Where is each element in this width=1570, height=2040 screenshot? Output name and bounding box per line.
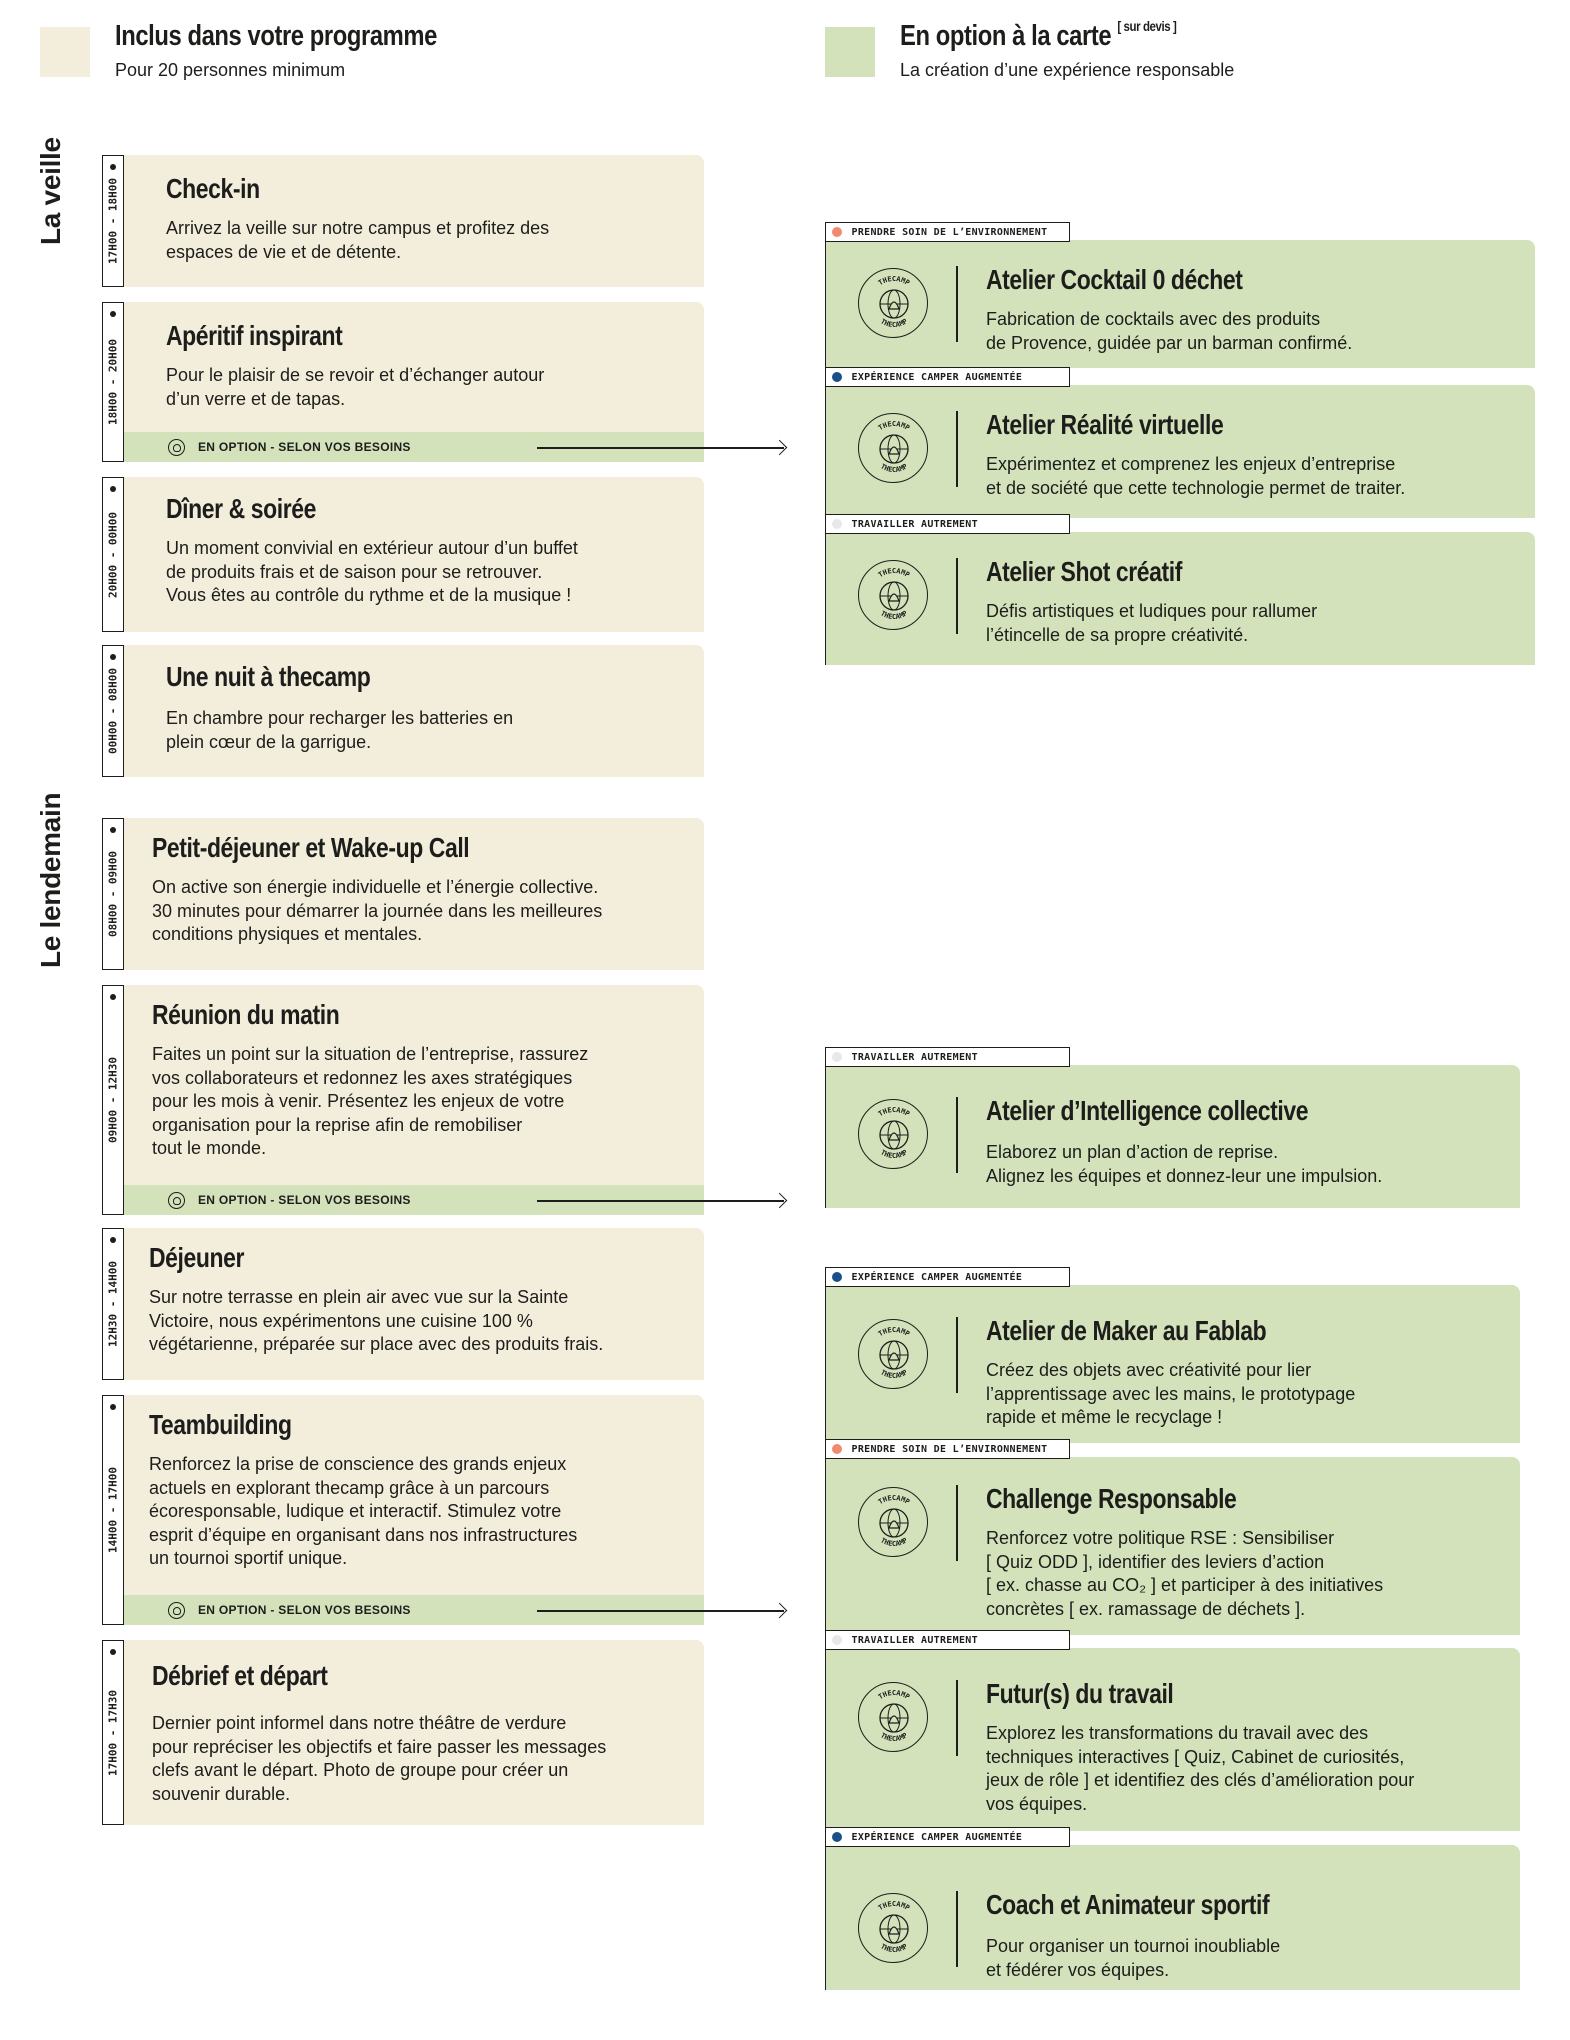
program-card-title: Réunion du matin xyxy=(152,999,340,1030)
option-card xyxy=(825,1831,1520,1990)
option-description: Explorez les transformations du travail avec des techniques interactives [ Quiz, Cabinet de curiosités, jeux de rôle ] et identifiez des clés d’amélioration pour vos équipes. xyxy=(986,1723,1415,1814)
svg-text:THECAMP: THECAMP xyxy=(879,1148,909,1160)
option-divider xyxy=(956,1317,958,1393)
svg-text:THECAMP: THECAMP xyxy=(877,1106,911,1119)
option-divider xyxy=(956,1680,958,1756)
time-dot xyxy=(110,1404,116,1410)
option-card xyxy=(825,371,1535,518)
option-category: EXPÉRIENCE CAMPER AUGMENTÉE xyxy=(851,1831,1023,1843)
option-title: Futur(s) du travail xyxy=(986,1678,1174,1709)
included-legend-title: Inclus dans votre programme xyxy=(115,20,437,52)
thecamp-seal-graphic xyxy=(859,1683,929,1753)
category-dot-icon xyxy=(832,372,842,382)
option-category-badge xyxy=(825,1047,1070,1067)
svg-text:THECAMP: THECAMP xyxy=(877,1494,911,1507)
time-dot xyxy=(110,164,116,170)
svg-text:THECAMP: THECAMP xyxy=(879,317,909,329)
option-card xyxy=(825,1634,1520,1831)
option-category-badge xyxy=(825,514,1070,534)
category-dot-icon xyxy=(832,519,842,529)
program-card xyxy=(124,645,704,777)
time-range: 18H00 - 20H00 xyxy=(106,338,120,426)
option-description: Expérimentez et comprenez les enjeux d’entreprise et de société que cette technologie permet de traiter. xyxy=(986,454,1406,498)
option-category: PRENDRE SOIN DE L’ENVIRONNEMENT xyxy=(851,226,1048,238)
category-dot-icon xyxy=(832,1832,842,1842)
option-title: Atelier Cocktail 0 déchet xyxy=(986,264,1243,295)
program-card-title: Une nuit à thecamp xyxy=(166,661,371,692)
thecamp-seal-graphic xyxy=(859,269,929,339)
option-category-badge xyxy=(825,1630,1070,1650)
option-title: Atelier Réalité virtuelle xyxy=(986,409,1224,440)
optional-legend-title-text: En option à la carte xyxy=(900,20,1112,52)
time-strip xyxy=(102,985,124,1215)
time-range: 09H00 - 12H30 xyxy=(106,1056,120,1144)
time-dot xyxy=(110,1649,116,1655)
program-card-description: En chambre pour recharger les batteries en plein cœur de la garrigue. xyxy=(166,708,514,752)
category-dot-icon xyxy=(832,1444,842,1454)
option-card xyxy=(825,1051,1520,1208)
thecamp-seal-icon xyxy=(858,1893,928,1963)
day-label-veille: La veille xyxy=(35,137,66,245)
option-title: Atelier Shot créatif xyxy=(986,556,1182,587)
thecamp-seal-icon xyxy=(858,268,928,338)
time-strip xyxy=(102,818,124,970)
option-category-badge xyxy=(825,1267,1070,1287)
option-description: Défis artistiques et ludiques pour rallumer l’étincelle de sa propre créativité. xyxy=(986,601,1318,645)
time-range: 08H00 - 09H00 xyxy=(106,850,120,938)
option-circle-icon xyxy=(168,439,185,456)
category-dot-icon xyxy=(832,1052,842,1062)
thecamp-seal-icon xyxy=(858,1487,928,1557)
svg-text:THECAMP: THECAMP xyxy=(879,1368,909,1380)
included-legend-swatch xyxy=(40,27,90,77)
program-card xyxy=(124,1395,704,1625)
option-card xyxy=(825,1271,1520,1443)
thecamp-seal-icon xyxy=(858,560,928,630)
time-range: 17H00 - 18H00 xyxy=(106,177,120,265)
time-strip xyxy=(102,1395,124,1625)
svg-text:THECAMP: THECAMP xyxy=(877,420,911,433)
svg-text:THECAMP: THECAMP xyxy=(877,275,911,288)
program-card-title: Déjeuner xyxy=(149,1242,244,1273)
program-card-description: Un moment convivial en extérieur autour d’un buffet de produits frais et de saison pour se retrouver. Vous êtes au contrôle du rythme et de la musique ! xyxy=(166,538,578,605)
option-divider xyxy=(956,266,958,342)
option-arrow xyxy=(537,447,784,449)
option-description: Renforcez votre politique RSE : Sensibiliser [ Quiz ODD ], identifier des leviers d’action [ ex. chasse au CO₂ ] et participer à des initiatives concrètes [ ex. ramassage de déchets ]. xyxy=(986,1528,1384,1619)
time-range: 12H30 - 14H00 xyxy=(106,1260,120,1348)
option-description: Elaborez un plan d’action de reprise. Alignez les équipes et donnez-leur une impulsion. xyxy=(986,1142,1383,1186)
time-strip xyxy=(102,155,124,287)
time-range: 14H00 - 17H00 xyxy=(106,1466,120,1554)
option-arrow xyxy=(537,1200,784,1202)
option-divider xyxy=(956,558,958,634)
option-category-badge xyxy=(825,1827,1070,1847)
time-strip xyxy=(102,1640,124,1825)
time-range: 17H00 - 17H30 xyxy=(106,1689,120,1776)
program-card-description: Sur notre terrasse en plein air avec vue sur la Sainte Victoire, nous expérimentons une cuisine 100 % végétarienne, préparée sur place avec des produits frais. xyxy=(149,1287,604,1354)
thecamp-seal-icon xyxy=(858,413,928,483)
program-card xyxy=(124,477,704,632)
program-card xyxy=(124,1228,704,1380)
time-dot xyxy=(110,654,116,660)
svg-text:THECAMP: THECAMP xyxy=(879,609,909,621)
time-strip xyxy=(102,1228,124,1380)
svg-text:THECAMP: THECAMP xyxy=(877,1689,911,1702)
thecamp-seal-graphic xyxy=(859,561,929,631)
svg-text:THECAMP: THECAMP xyxy=(877,1900,911,1913)
category-dot-icon xyxy=(832,1635,842,1645)
svg-text:THECAMP: THECAMP xyxy=(879,1536,909,1548)
option-category: TRAVAILLER AUTREMENT xyxy=(851,1634,978,1646)
program-card-title: Petit-déjeuner et Wake-up Call xyxy=(152,832,470,863)
option-category: EXPÉRIENCE CAMPER AUGMENTÉE xyxy=(851,1271,1023,1283)
option-category: EXPÉRIENCE CAMPER AUGMENTÉE xyxy=(851,371,1023,383)
program-card xyxy=(124,302,704,462)
option-band-label: EN OPTION - SELON VOS BESOINS xyxy=(198,1193,411,1207)
program-card-title: Débrief et départ xyxy=(152,1660,328,1691)
program-card xyxy=(124,818,704,970)
option-circle-icon xyxy=(168,1602,185,1619)
time-range: 20H00 - 00H00 xyxy=(106,511,120,598)
option-description: Fabrication de cocktails avec des produits de Provence, guidée par un barman confirmé. xyxy=(986,309,1353,353)
time-range: 00H00 - 08H00 xyxy=(106,667,120,755)
optional-legend-note: [ sur devis ] xyxy=(1117,18,1177,34)
program-card-description: On active son énergie individuelle et l’énergie collective. 30 minutes pour démarrer la journée dans les meilleures conditions physiques et mentales. xyxy=(152,877,603,944)
time-strip xyxy=(102,645,124,777)
option-divider xyxy=(956,1891,958,1967)
option-divider xyxy=(956,411,958,487)
program-card-title: Check-in xyxy=(166,173,260,204)
time-dot xyxy=(110,486,116,492)
time-strip xyxy=(102,302,124,462)
option-title: Atelier d’Intelligence collective xyxy=(986,1095,1309,1126)
category-dot-icon xyxy=(832,1272,842,1282)
option-category-badge xyxy=(825,222,1070,242)
included-legend-subtitle: Pour 20 personnes minimum xyxy=(115,60,346,80)
program-card-description: Arrivez la veille sur notre campus et profitez des espaces de vie et de détente. xyxy=(166,218,550,262)
time-dot xyxy=(110,827,116,833)
program-card-description: Renforcez la prise de conscience des grands enjeux actuels en explorant thecamp grâce à un parcours écoresponsable, ludique et interactif. Stimulez votre esprit d’équipe en organisant dans nos infrastructures un tournoi sportif unique. xyxy=(149,1454,578,1568)
option-title: Atelier de Maker au Fablab xyxy=(986,1315,1267,1346)
option-divider xyxy=(956,1097,958,1173)
program-card-title: Dîner & soirée xyxy=(166,493,316,524)
time-dot xyxy=(110,994,116,1000)
svg-text:THECAMP: THECAMP xyxy=(879,1731,909,1743)
thecamp-seal-graphic xyxy=(859,1894,929,1964)
category-dot-icon xyxy=(832,227,842,237)
program-card xyxy=(124,155,704,287)
thecamp-seal-graphic xyxy=(859,1100,929,1170)
option-circle-icon xyxy=(168,1192,185,1209)
option-category: TRAVAILLER AUTREMENT xyxy=(851,1051,978,1063)
option-title: Challenge Responsable xyxy=(986,1483,1237,1514)
option-divider xyxy=(956,1485,958,1561)
thecamp-seal-graphic xyxy=(859,1320,929,1390)
day-label-lendemain: Le lendemain xyxy=(35,792,66,968)
thecamp-seal-graphic xyxy=(859,414,929,484)
thecamp-seal-icon xyxy=(858,1682,928,1752)
svg-text:THECAMP: THECAMP xyxy=(879,1942,909,1954)
program-card-description: Pour le plaisir de se revoir et d’échanger autour d’un verre et de tapas. xyxy=(166,365,545,409)
svg-text:THECAMP: THECAMP xyxy=(879,462,909,474)
optional-legend-title xyxy=(900,20,1176,53)
time-dot xyxy=(110,311,116,317)
time-strip xyxy=(102,477,124,632)
option-band-label: EN OPTION - SELON VOS BESOINS xyxy=(198,440,411,454)
time-dot xyxy=(110,1237,116,1243)
option-category: PRENDRE SOIN DE L’ENVIRONNEMENT xyxy=(851,1443,1048,1455)
option-band-label: EN OPTION - SELON VOS BESOINS xyxy=(198,1603,411,1617)
program-card-title: Apéritif inspirant xyxy=(166,320,343,351)
option-card xyxy=(825,518,1535,665)
optional-legend-subtitle: La création d’une expérience responsable xyxy=(900,60,1235,80)
option-category-badge xyxy=(825,367,1070,387)
option-card xyxy=(825,226,1535,368)
option-category-badge xyxy=(825,1439,1070,1459)
option-arrow xyxy=(537,1610,784,1612)
option-title: Coach et Animateur sportif xyxy=(986,1889,1270,1920)
thecamp-seal-icon xyxy=(858,1319,928,1389)
thecamp-seal-icon xyxy=(858,1099,928,1169)
thecamp-seal-graphic xyxy=(859,1488,929,1558)
svg-text:THECAMP: THECAMP xyxy=(877,1326,911,1339)
program-card-title: Teambuilding xyxy=(149,1409,292,1440)
program-card-description: Dernier point informel dans notre théâtre de verdure pour repréciser les objectifs et faire passer les messages clefs avant le départ. Photo de groupe pour créer un souvenir durable. xyxy=(152,1713,607,1804)
optional-legend-swatch xyxy=(825,27,875,77)
option-category: TRAVAILLER AUTREMENT xyxy=(851,518,978,530)
svg-text:THECAMP: THECAMP xyxy=(877,567,911,580)
program-card xyxy=(124,1640,704,1825)
option-description: Pour organiser un tournoi inoubliable et fédérer vos équipes. xyxy=(986,1936,1281,1980)
option-card xyxy=(825,1443,1520,1635)
program-card xyxy=(124,985,704,1215)
program-card-description: Faites un point sur la situation de l’entreprise, rassurez vos collaborateurs et redonnez les axes stratégiques pour les mois à venir. Présentez les enjeux de votre organisation pour la reprise afin de remobiliser tout le monde. xyxy=(152,1044,589,1158)
option-description: Créez des objets avec créativité pour lier l’apprentissage avec les mains, le prototypage rapide et même le recyclage ! xyxy=(986,1360,1356,1427)
